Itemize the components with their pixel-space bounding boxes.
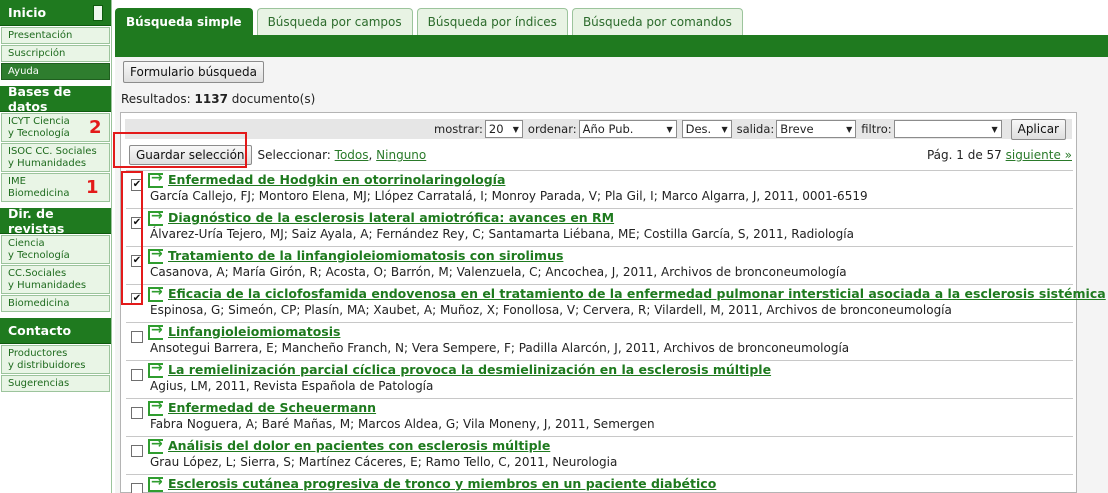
sidebar-item-ayuda[interactable]: Ayuda — [1, 63, 110, 80]
result-row — [126, 474, 1073, 493]
filtro-select[interactable] — [894, 120, 1002, 138]
results-summary — [121, 92, 315, 106]
arrow-right-icon[interactable] — [148, 477, 163, 492]
result-meta: Agius, LM, 2011, Revista Española de Patología — [150, 379, 434, 393]
direction-select[interactable] — [682, 120, 732, 138]
sidebar-item-ccsociales[interactable]: CC.Sociales y Humanidades — [1, 265, 110, 294]
result-row — [126, 170, 1073, 208]
result-title-link[interactable]: Enfermedad de Hodgkin en otorrinolaringología — [168, 172, 506, 187]
result-meta: Espinosa, G; Simeón, CP; Plasín, MA; Xaubet, A; Muñoz, X; Fonollosa, V; Cervera, R; Vilardell, M, 2011, Archivos de bronconeumología — [150, 303, 952, 317]
result-checkbox[interactable] — [131, 407, 143, 419]
annotation-box-save — [113, 132, 247, 168]
collapse-toggle-icon[interactable] — [93, 5, 103, 21]
apply-button[interactable]: Aplicar — [1011, 119, 1066, 140]
results-count: 1137 — [194, 92, 228, 106]
annotation-number-1: 1 — [86, 177, 99, 198]
result-checkbox[interactable]: ✔ — [132, 179, 142, 190]
result-meta: Fabra Noguera, A; Baré Mañas, M; Marcos Aldea, G; Vila Moneny, J, 2011, Semergen — [150, 417, 655, 431]
result-checkbox[interactable] — [131, 331, 143, 343]
selection-row: Guardar selección Seleccionar: Todos , Ninguno Pág. 1 de 57 siguiente » — [129, 145, 1072, 165]
sidebar-header-revistas — [0, 205, 111, 236]
results-label: Resultados: — [121, 92, 191, 106]
tab-busqueda-campos[interactable]: Búsqueda por campos — [257, 8, 413, 35]
result-title-link[interactable]: Enfermedad de Scheuermann — [168, 400, 377, 415]
arrow-right-icon[interactable] — [148, 287, 163, 302]
sidebar-item-biomedicina[interactable]: Biomedicina — [1, 295, 110, 312]
results-suffix: documento(s) — [231, 92, 316, 106]
result-row — [126, 246, 1073, 284]
result-row — [126, 360, 1073, 398]
direction-value: Des. — [685, 122, 712, 136]
tab-busqueda-indices[interactable]: Búsqueda por índices — [417, 8, 568, 35]
result-checkbox[interactable] — [131, 369, 143, 381]
ordenar-select[interactable] — [579, 120, 677, 138]
result-row — [126, 322, 1073, 360]
main-content — [115, 57, 1108, 493]
chevron-down-icon: ▼ — [512, 124, 519, 134]
salida-label: salida: — [736, 122, 775, 136]
result-title-link[interactable]: Eficacia de la ciclofosfamida endovenosa en el tratamiento de la enfermedad pulmonar intersticial asociada a la esclerosis sistémica — [168, 286, 1106, 301]
mostrar-label: mostrar: — [434, 122, 483, 136]
sidebar-item-presentacion[interactable]: Presentación — [1, 27, 110, 44]
tab-band — [115, 35, 1108, 57]
sidebar-item-ciencia[interactable]: Ciencia y Tecnología — [1, 235, 110, 264]
search-form-button[interactable]: Formulario búsqueda — [123, 61, 264, 83]
result-row — [126, 436, 1073, 474]
results-panel — [120, 112, 1106, 493]
ordenar-value: Año Pub. — [582, 122, 634, 136]
sidebar-header-label: Contacto — [8, 323, 72, 338]
tab-busqueda-comandos[interactable]: Búsqueda por comandos — [572, 8, 743, 35]
mostrar-select[interactable] — [485, 120, 523, 138]
ordenar-label: ordenar: — [527, 122, 577, 136]
arrow-right-icon[interactable] — [148, 401, 163, 416]
result-title-link[interactable]: Análisis del dolor en pacientes con esclerosis múltiple — [168, 438, 551, 453]
result-checkbox[interactable] — [131, 445, 143, 457]
sidebar-header-inicio[interactable] — [0, 0, 111, 26]
sidebar-header-bases — [0, 83, 111, 114]
results-list — [126, 170, 1106, 493]
select-none-link[interactable]: Ninguno — [376, 148, 427, 162]
sidebar-item-sugerencias[interactable]: Sugerencias — [1, 375, 110, 392]
result-meta: Álvarez-Uría Tejero, MJ; Saiz Ayala, A; Fernández Rey, C; Santamarta Liébana, ME; Costilla García, S, 2011, Radiología — [150, 227, 854, 241]
sidebar-header-label: Inicio — [8, 5, 47, 20]
salida-value: Breve — [780, 122, 814, 136]
chevron-down-icon: ▼ — [846, 124, 853, 134]
arrow-right-icon[interactable] — [148, 439, 163, 454]
sidebar-item-icyt[interactable]: ICYT Ciencia y Tecnología — [1, 113, 110, 142]
chevron-down-icon: ▼ — [666, 124, 673, 134]
annotation-number-2: 2 — [89, 117, 102, 138]
sidebar-item-isoc[interactable]: ISOC CC. Sociales y Humanidades — [1, 143, 110, 172]
result-meta: García Callejo, FJ; Montoro Elena, MJ; Llópez Carratalá, I; Monroy Parada, V; Pla Gil, I; Marco Algarra, J, 2011, 0001-6519 — [150, 189, 868, 203]
next-page-link[interactable]: siguiente » — [1005, 148, 1072, 162]
sidebar-header-contacto — [0, 318, 111, 344]
result-title-link[interactable]: Diagnóstico de la esclerosis lateral amiotrófica: avances en RM — [168, 210, 615, 225]
page-indicator: Pág. 1 de 57 — [926, 148, 1002, 162]
sidebar-header-label: Dir. de revistas — [8, 205, 65, 236]
sidebar-item-ime[interactable]: IME Biomedicina — [1, 173, 110, 202]
sidebar — [0, 0, 112, 493]
result-checkbox[interactable]: ✔ — [132, 255, 142, 266]
sidebar-item-suscripcion[interactable]: Suscripción — [1, 45, 110, 62]
sidebar-item-productores[interactable]: Productores y distribuidores — [1, 345, 110, 374]
result-meta: Grau López, L; Sierra, S; Martínez Cáceres, E; Ramo Tello, C, 2011, Neurologia — [150, 455, 618, 469]
search-tabs — [115, 8, 743, 35]
sidebar-header-label: Bases de datos — [8, 83, 72, 114]
arrow-right-icon[interactable] — [148, 173, 163, 188]
filtro-label: filtro: — [861, 122, 892, 136]
result-row — [126, 284, 1106, 322]
chevron-down-icon: ▼ — [721, 124, 728, 134]
result-row — [126, 208, 1073, 246]
result-row — [126, 398, 1073, 436]
result-title-link[interactable]: Esclerosis cutánea progresiva de tronco y miembros en un paciente diabético — [168, 476, 717, 491]
result-checkbox[interactable]: ✔ — [132, 293, 142, 304]
result-title-link[interactable]: La remielinización parcial cíclica provoca la desmielinización en la esclerosis múltiple — [168, 362, 772, 377]
salida-select[interactable] — [776, 120, 856, 138]
annotation-box-checkboxes — [121, 171, 143, 305]
mostrar-value: 20 — [488, 122, 504, 136]
result-checkbox[interactable] — [131, 483, 143, 493]
arrow-right-icon[interactable] — [148, 249, 163, 264]
arrow-right-icon[interactable] — [148, 325, 163, 340]
select-all-link[interactable]: Todos — [334, 148, 369, 162]
result-checkbox[interactable]: ✔ — [132, 217, 142, 228]
display-controls — [125, 119, 1072, 139]
arrow-right-icon[interactable] — [148, 211, 163, 226]
arrow-right-icon[interactable] — [148, 363, 163, 378]
result-meta: Casanova, A; María Girón, R; Acosta, O; Barrón, M; Valenzuela, C; Ancochea, J, 2011, Archivos de bronconeumología — [150, 265, 847, 279]
result-title-link[interactable]: Tratamiento de la linfangioleiomiomatosis con sirolimus — [168, 248, 564, 263]
result-title-link[interactable]: Linfangioleiomiomatosis — [168, 324, 341, 339]
result-meta: Ansotegui Barrera, E; Mancheño Franch, N; Vera Sempere, F; Padilla Alarcón, J, 2011, Archivos de bronconeumología — [150, 341, 850, 355]
chevron-down-icon: ▼ — [991, 124, 998, 134]
save-selection-button[interactable]: Guardar selección — [129, 145, 252, 165]
pagination — [927, 148, 1072, 162]
tab-busqueda-simple[interactable]: Búsqueda simple — [115, 8, 253, 35]
select-label: Seleccionar: — [257, 148, 331, 162]
